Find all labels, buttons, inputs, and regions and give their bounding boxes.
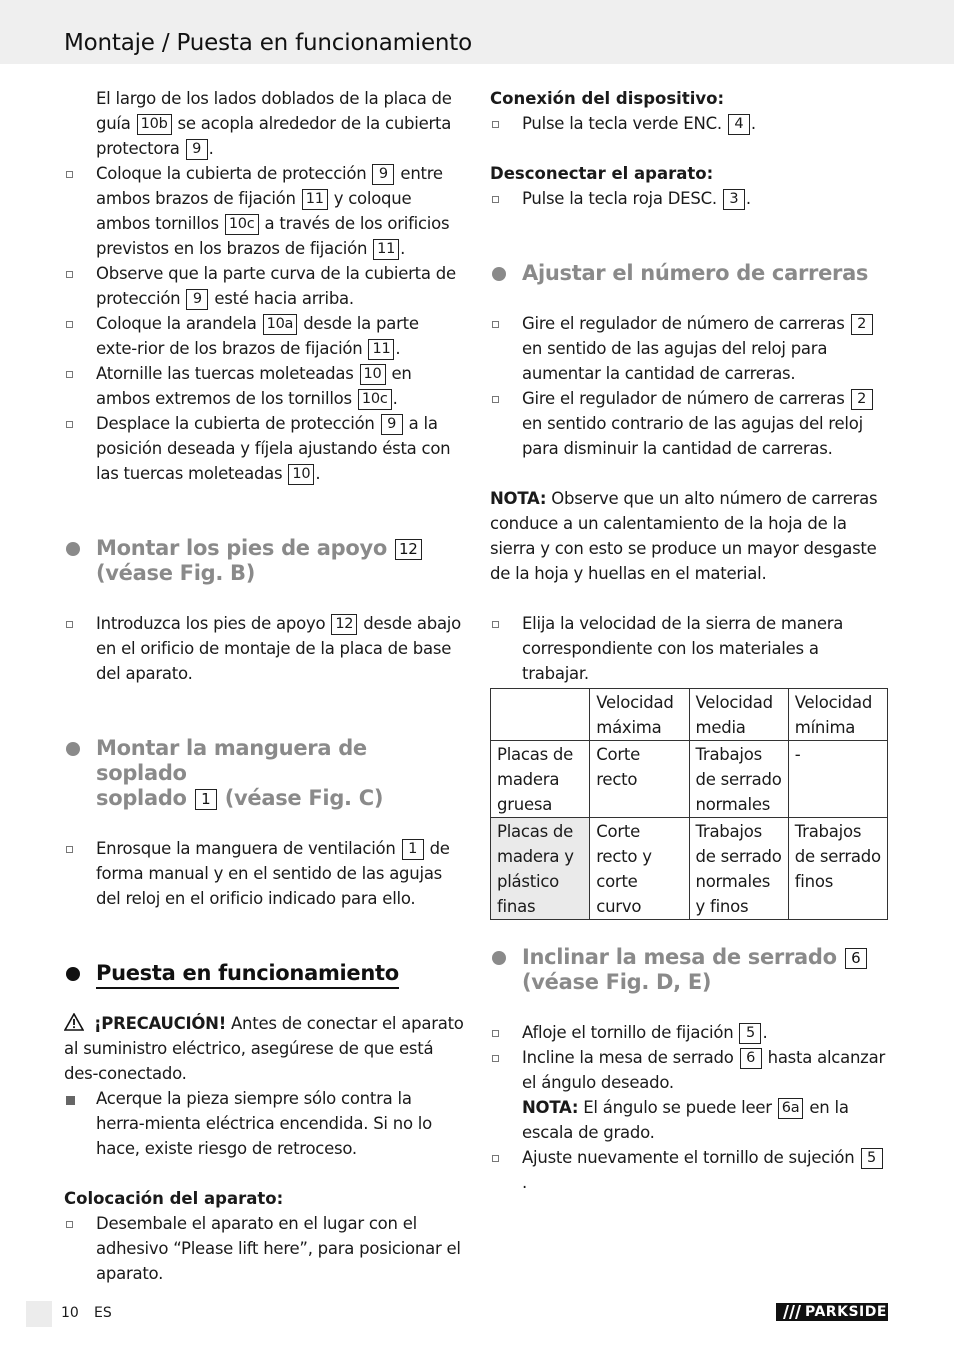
page-number: 10 <box>61 1305 79 1321</box>
ref-2: 2 <box>851 389 873 410</box>
subheading-placement: Colocación del aparato: <box>64 1189 284 1208</box>
footer-marker <box>26 1301 52 1327</box>
ref-10c: 10c <box>225 214 259 235</box>
list-item: Afloje el tornillo de fijación 5 . <box>490 1020 888 1045</box>
ref-1: 1 <box>195 789 217 810</box>
list-item: Ajuste nuevamente el tornillo de sujeción 5. <box>490 1145 888 1195</box>
page-title: Montaje / Puesta en funcionamiento <box>64 30 472 56</box>
table-cell <box>491 689 590 741</box>
ref-11: 11 <box>373 239 399 260</box>
table-cell: Placas de madera y plástico finas <box>491 818 590 920</box>
ref-5: 5 <box>861 1148 883 1169</box>
ref-10c: 10c <box>358 389 392 410</box>
table-cell: Velocidad máxima <box>590 689 689 741</box>
section-heading-tilt-table: Inclinar la mesa de serrado 6 (véase Fig. D, E) <box>490 945 888 995</box>
ref-6: 6 <box>740 1048 762 1069</box>
list-item: Incline la mesa de serrado 6 hasta alcanzar el ángulo deseado. <box>490 1045 888 1095</box>
list-item: Desembale el aparato en el lugar con el adhesivo “Please lift here”, para posicionar el aparato. <box>64 1211 464 1286</box>
warning-paragraph: ¡PRECAUCIÓN! Antes de conectar el aparato al suministro eléctrico, asegúrese de que está des-conectado. <box>64 1014 464 1083</box>
table-cell: Corte recto <box>590 741 689 818</box>
table-cell: Trabajos de serrado normales y finos <box>689 818 788 920</box>
ref-11: 11 <box>368 339 394 360</box>
warning-triangle-icon <box>64 1013 84 1031</box>
note-paragraph: NOTA: El ángulo se puede leer 6a en la escala de grado. <box>522 1098 849 1142</box>
list-item: Pulse la tecla verde ENC. 4 . <box>490 111 888 136</box>
ref-4: 4 <box>728 114 750 135</box>
section-heading-blow-hose: Montar la manguera de soplado soplado 1 (véase Fig. C) <box>64 736 464 811</box>
speed-table <box>490 688 888 920</box>
table-header-row <box>491 689 888 741</box>
paragraph-guide-plate: El largo de los lados doblados de la placa de guía 10b se acopla alrededor de la cubierta protectora 9 . <box>96 89 452 158</box>
ref-6a: 6a <box>778 1098 804 1119</box>
ref-2: 2 <box>851 314 873 335</box>
table-row <box>491 818 888 920</box>
ref-12: 12 <box>331 614 357 635</box>
ref-3: 3 <box>723 189 745 210</box>
logo-stripes-icon <box>780 1305 802 1319</box>
left-column <box>64 86 464 1286</box>
table-row <box>491 741 888 818</box>
brand-name: PARKSIDE <box>805 1304 887 1320</box>
list-item: Coloque la cubierta de protección 9 entre ambos brazos de fijación 11 y coloque ambos tornillos 10c a través de los orificios previstos en los brazos de fijación 11 . <box>64 161 464 261</box>
ref-10a: 10a <box>263 314 298 335</box>
ref-9: 9 <box>381 414 403 435</box>
table-cell: Velocidad mínima <box>788 689 887 741</box>
page-header <box>0 0 954 64</box>
language-code: ES <box>94 1305 112 1321</box>
subheading-disconnect: Desconectar el aparato: <box>490 164 714 183</box>
ref-9: 9 <box>186 289 208 310</box>
ref-9: 9 <box>186 139 208 160</box>
list-item: Coloque la arandela 10a desde la parte exte-rior de los brazos de fijación 11 . <box>64 311 464 361</box>
table-cell: Trabajos de serrado finos <box>788 818 887 920</box>
ref-9: 9 <box>372 164 394 185</box>
right-column <box>490 86 888 1195</box>
parkside-logo <box>776 1303 888 1321</box>
list-item: Desplace la cubierta de protección 9 a la posición deseada y fíjela ajustando ésta con las tuercas moleteadas 10 . <box>64 411 464 486</box>
ref-10: 10 <box>288 464 314 485</box>
ref-5: 5 <box>739 1023 761 1044</box>
note-paragraph: NOTA: Observe que un alto número de carreras conduce a un calentamiento de la hoja de la sierra y con esto se produce un mayor desgaste de la hoja y huellas en el material. <box>490 489 878 583</box>
table-cell: Trabajos de serrado normales <box>689 741 788 818</box>
list-item: Gire el regulador de número de carreras 2 en sentido de las agujas del reloj para aumentar la cantidad de carreras. <box>490 311 888 386</box>
section-heading-stroke-rate: Ajustar el número de carreras <box>490 261 888 286</box>
ref-12: 12 <box>395 539 422 560</box>
ref-1: 1 <box>402 839 424 860</box>
list-item: Atornille las tuercas moleteadas 10 en ambos extremos de los tornillos 10c . <box>64 361 464 411</box>
subheading-connect: Conexión del dispositivo: <box>490 89 725 108</box>
list-item: Observe que la parte curva de la cubierta de protección 9 esté hacia arriba. <box>64 261 464 311</box>
list-item: Enrosque la manguera de ventilación 1 de forma manual y en el sentido de las agujas del reloj en el orificio indicado para ello. <box>64 836 464 911</box>
section-heading-startup: Puesta en funcionamiento <box>64 961 464 986</box>
list-item: Elija la velocidad de la sierra de manera correspondiente con los materiales a trabajar. <box>490 611 888 686</box>
ref-10: 10 <box>360 364 386 385</box>
table-cell: Placas de madera gruesa <box>491 741 590 818</box>
ref-10b: 10b <box>137 114 172 135</box>
list-item: Gire el regulador de número de carreras 2 en sentido contrario de las agujas del reloj para disminuir la cantidad de carreras. <box>490 386 888 461</box>
list-item: Pulse la tecla roja DESC. 3 . <box>490 186 888 211</box>
list-item: Acerque la pieza siempre sólo contra la herra-mienta eléctrica encendida. Si no lo hace, existe riesgo de retroceso. <box>64 1086 464 1161</box>
table-cell: Velocidad media <box>689 689 788 741</box>
ref-6: 6 <box>845 948 867 969</box>
section-heading-support-feet: Montar los pies de apoyo 12 (véase Fig. B) <box>64 536 464 586</box>
table-cell: - <box>788 741 887 818</box>
table-cell: Corte recto y corte curvo <box>590 818 689 920</box>
ref-11: 11 <box>302 189 328 210</box>
list-item: Introduzca los pies de apoyo 12 desde abajo en el orificio de montaje de la placa de base del aparato. <box>64 611 464 686</box>
